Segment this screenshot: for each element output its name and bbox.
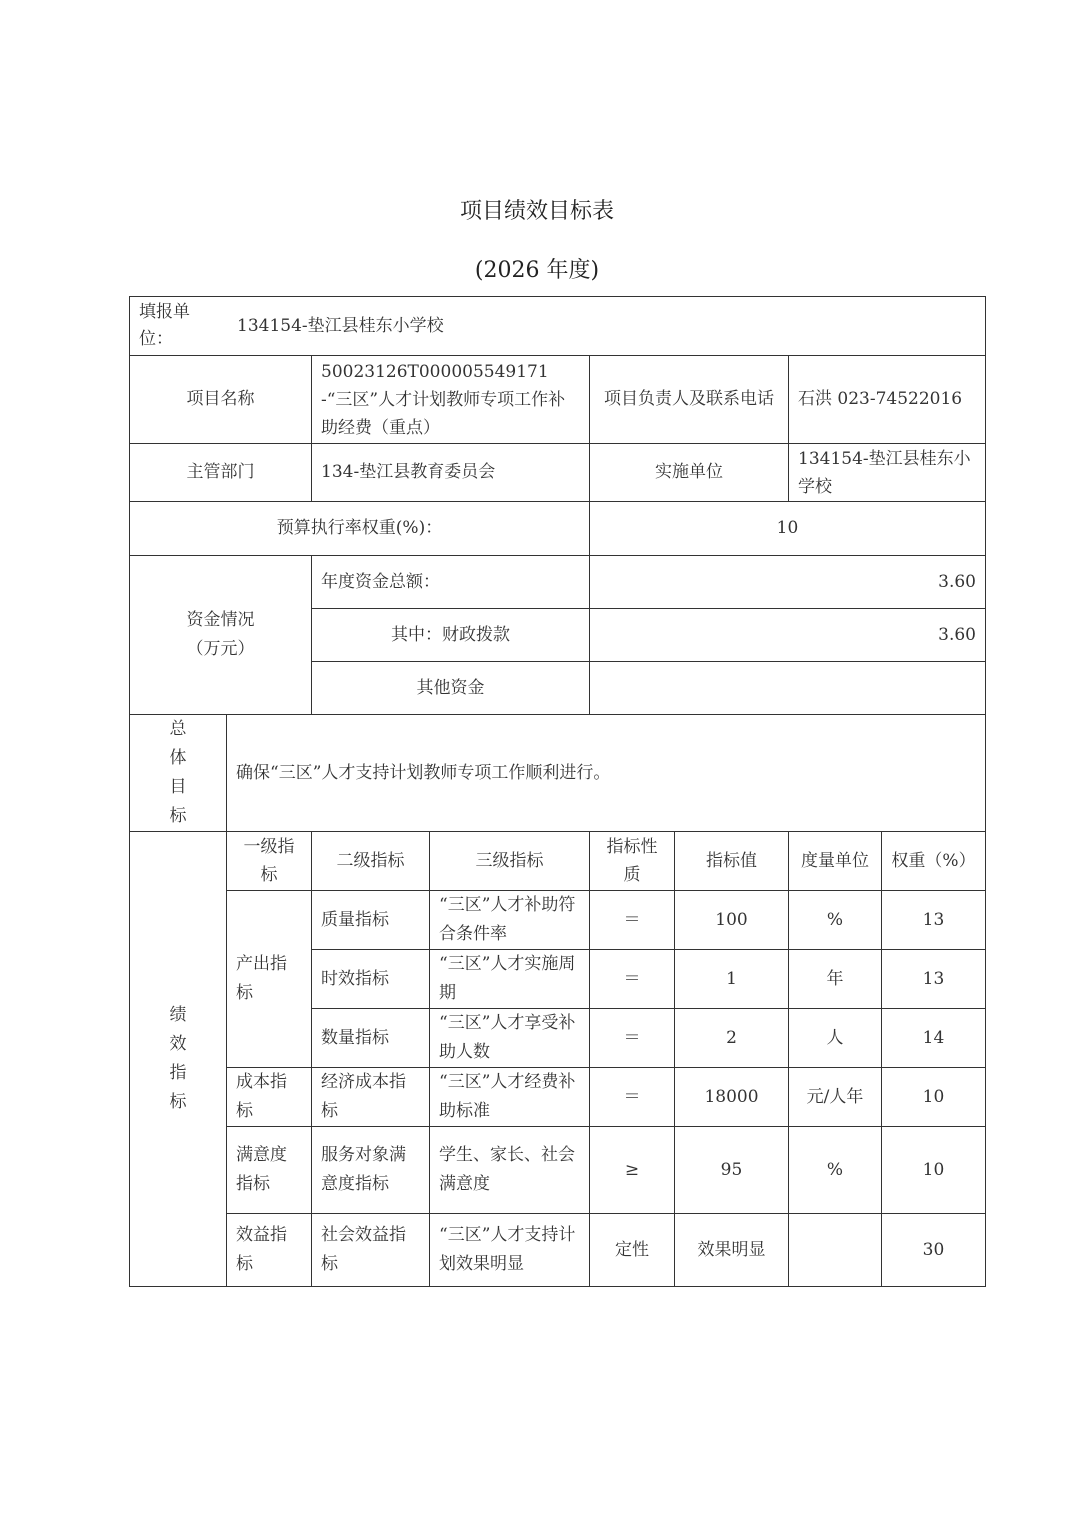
indicator-level3: “三区”人才实施周期 bbox=[429, 949, 590, 1009]
indicator-weight: 13 bbox=[881, 949, 986, 1009]
indicators-label: 绩 效 指 标 bbox=[129, 831, 227, 1287]
impl-unit-label: 实施单位 bbox=[589, 443, 789, 502]
contact-value: 石洪 023-74522016 bbox=[788, 355, 986, 444]
indicator-value: 2 bbox=[674, 1008, 789, 1068]
indicator-level2: 时效指标 bbox=[311, 949, 430, 1009]
group-satisfaction: 满意度指标 bbox=[226, 1126, 312, 1214]
indicator-level3: 学生、家长、社会满意度 bbox=[429, 1126, 590, 1214]
funds-fiscal-label: 其中：财政拨款 bbox=[311, 608, 590, 662]
indicator-value: 1 bbox=[674, 949, 789, 1009]
indicator-unit: % bbox=[788, 890, 882, 950]
group-benefit: 效益指标 bbox=[226, 1213, 312, 1287]
indicator-level2: 社会效益指标 bbox=[311, 1213, 430, 1287]
indicator-weight: 30 bbox=[881, 1213, 986, 1287]
page-title: 项目绩效目标表 bbox=[459, 199, 614, 224]
group-cost: 成本指标 bbox=[226, 1067, 312, 1127]
dept-label: 主管部门 bbox=[129, 443, 312, 502]
indicator-nature: ＝ bbox=[589, 1067, 675, 1127]
group-output: 产出指标 bbox=[226, 890, 312, 1068]
indicator-weight: 14 bbox=[881, 1008, 986, 1068]
indicator-level2: 质量指标 bbox=[311, 890, 430, 950]
goal-text: 确保“三区”人才支持计划教师专项工作顺利进行。 bbox=[226, 714, 986, 832]
funds-fiscal-value: 3.60 bbox=[589, 608, 986, 662]
contact-label: 项目负责人及联系电话 bbox=[589, 355, 789, 444]
indicator-unit: % bbox=[788, 1126, 882, 1214]
dept-value: 134-垫江县教育委员会 bbox=[311, 443, 590, 502]
project-name-value: 50023126T000005549171-“三区”人才计划教师专项工作补助经费（重点） bbox=[311, 355, 590, 444]
funds-total-label: 年度资金总额： bbox=[311, 555, 590, 609]
header-level1: 一级指标 bbox=[226, 831, 312, 891]
indicator-value: 95 bbox=[674, 1126, 789, 1214]
header-level2: 二级指标 bbox=[311, 831, 430, 891]
indicator-level2: 服务对象满意度指标 bbox=[311, 1126, 430, 1214]
header-unit: 度量单位 bbox=[788, 831, 882, 891]
indicator-unit: 年 bbox=[788, 949, 882, 1009]
reporting-unit-label: 填报单位： bbox=[139, 302, 190, 349]
indicator-level3: “三区”人才享受补助人数 bbox=[429, 1008, 590, 1068]
indicator-level2: 经济成本指标 bbox=[311, 1067, 430, 1127]
impl-unit-value: 134154-垫江县桂东小学校 bbox=[788, 443, 986, 502]
indicator-level2: 数量指标 bbox=[311, 1008, 430, 1068]
funds-label: 资金情况 （万元） bbox=[129, 555, 312, 715]
header-nature: 指标性质 bbox=[589, 831, 675, 891]
funds-other-label: 其他资金 bbox=[311, 661, 590, 715]
indicator-value: 效果明显 bbox=[674, 1213, 789, 1287]
indicator-unit: 人 bbox=[788, 1008, 882, 1068]
indicator-nature: 定性 bbox=[589, 1213, 675, 1287]
indicator-nature: ≥ bbox=[589, 1126, 675, 1214]
page-subtitle: (2026 年度) bbox=[474, 258, 600, 283]
indicator-value: 18000 bbox=[674, 1067, 789, 1127]
indicator-value: 100 bbox=[674, 890, 789, 950]
funds-other-value bbox=[589, 661, 986, 715]
indicator-level3: “三区”人才支持计划效果明显 bbox=[429, 1213, 590, 1287]
indicator-unit bbox=[788, 1213, 882, 1287]
indicator-level3: “三区”人才补助符合条件率 bbox=[429, 890, 590, 950]
indicator-nature: ＝ bbox=[589, 949, 675, 1009]
indicator-level3: “三区”人才经费补助标准 bbox=[429, 1067, 590, 1127]
goal-label: 总 体 目 标 bbox=[129, 714, 227, 832]
funds-total-value: 3.60 bbox=[589, 555, 986, 609]
header-level3: 三级指标 bbox=[429, 831, 590, 891]
indicator-unit: 元/人年 bbox=[788, 1067, 882, 1127]
indicator-weight: 10 bbox=[881, 1126, 986, 1214]
header-weight: 权重（%） bbox=[881, 831, 986, 891]
header-value: 指标值 bbox=[674, 831, 789, 891]
reporting-unit-value: 134154-垫江县桂东小学校 bbox=[237, 315, 444, 336]
budget-weight-value: 10 bbox=[589, 501, 986, 556]
indicator-nature: ＝ bbox=[589, 1008, 675, 1068]
budget-weight-label: 预算执行率权重(%)： bbox=[129, 501, 590, 556]
project-name-label: 项目名称 bbox=[129, 355, 312, 444]
indicator-nature: ＝ bbox=[589, 890, 675, 950]
indicator-weight: 10 bbox=[881, 1067, 986, 1127]
indicator-weight: 13 bbox=[881, 890, 986, 950]
reporting-unit-row bbox=[129, 296, 986, 356]
